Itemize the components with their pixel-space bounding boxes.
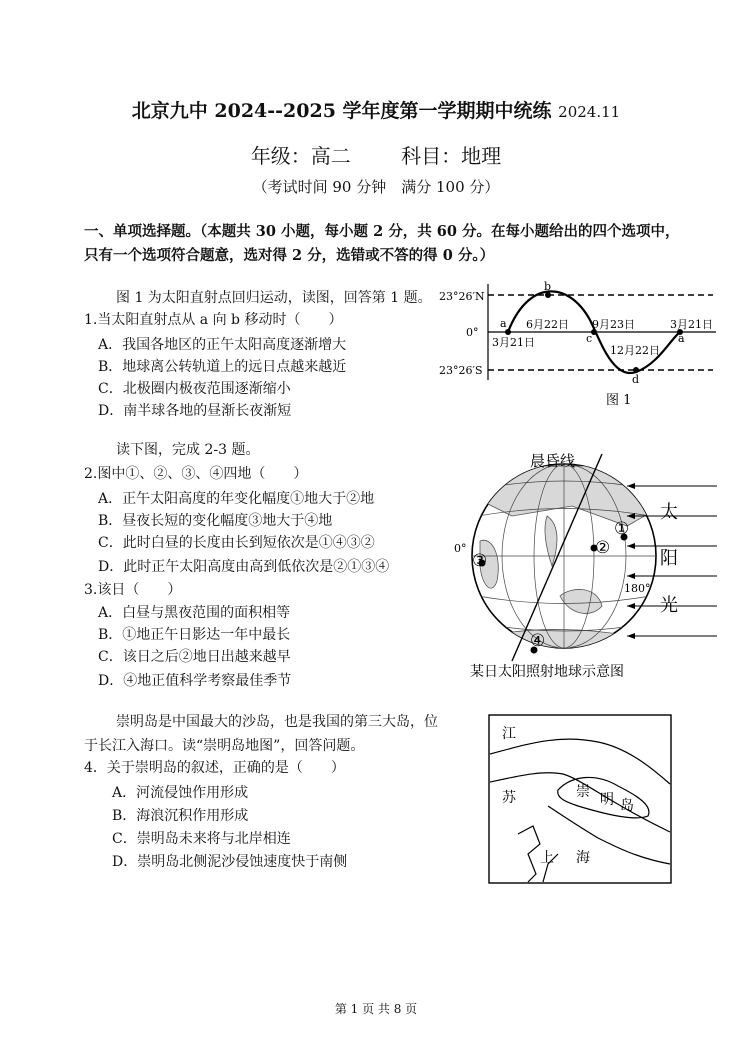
lat-s-label: 23°26′S	[439, 364, 483, 377]
sun-label-1: 太	[660, 502, 678, 523]
map-label-hai: 海	[576, 850, 590, 866]
q2-option-d[interactable]: D．此时正午太阳高度由高到低依次是②①③④	[98, 559, 390, 575]
q4-stem: 4．关于崇明岛的叙述，正确的是（ ）	[84, 760, 345, 776]
map-label-su: 苏	[502, 790, 516, 806]
q3-option-a[interactable]: A．白昼与黑夜范围的面积相等	[98, 605, 291, 621]
date-mar21: 3月21日	[492, 336, 535, 349]
point-1-label: ①	[614, 519, 630, 539]
q4-intro-line2: 于长江入海口。读“崇明岛地图”，回答问题。	[84, 738, 365, 754]
point-4-label: ④	[530, 631, 546, 651]
section-heading: 一、单项选择题。（本题共 30 小题，每小题 2 分，共 60 分。在每小题给出的四个选项中，只有一个选项符合题意，选对得 2 分，选错或不答的得 0 分。）	[84, 223, 680, 264]
q3-option-b[interactable]: B．①地正午日影达一年中最长	[98, 627, 291, 643]
q1-option-c[interactable]: C．北极圈内极夜范围逐渐缩小	[98, 381, 291, 397]
map-label-shang: 上	[540, 850, 554, 866]
page-title	[0, 96, 752, 123]
lon-0-label: 0°	[454, 542, 467, 555]
q1-option-b[interactable]: B．地球离公转轨道上的远日点越来越近	[98, 359, 347, 375]
figure-2-globe	[452, 446, 722, 684]
map-label-jiang: 江	[502, 726, 516, 742]
label-b: b	[544, 280, 552, 293]
q4-option-c[interactable]: C．崇明岛未来将与北岸相连	[112, 831, 291, 847]
grade-label: 年级：高二	[250, 144, 351, 168]
terminator-label: 晨昏线	[530, 452, 576, 470]
q2-stem: 2.图中①、②、③、④四地（ ）	[84, 466, 308, 482]
date-mar21b: 3月21日	[670, 318, 713, 331]
label-a: a	[500, 317, 507, 330]
point-2-label: ②	[595, 538, 611, 558]
q1-stem: 1.当太阳直射点从 a 向 b 移动时（ ）	[84, 312, 343, 328]
q4-option-d[interactable]: D．崇明岛北侧泥沙侵蚀速度快于南侧	[112, 854, 348, 870]
date-jun22: 6月22日	[526, 318, 569, 331]
q1-option-d[interactable]: D．南半球各地的昼渐长夜渐短	[98, 403, 292, 419]
sun-label-2: 阳	[660, 548, 678, 569]
figure-1-sun-migration	[438, 280, 718, 412]
lat-0-label: 0°	[466, 326, 479, 339]
page-number: 第 1 页 共 8 页	[334, 1002, 418, 1016]
q4-intro-line1: 崇明岛是中国最大的沙岛，也是我国的第三大岛，位	[116, 714, 438, 730]
q3-option-d[interactable]: D．④地正值科学考察最佳季节	[98, 673, 292, 689]
figure-2-caption: 某日太阳照射地球示意图	[470, 664, 624, 680]
date-sep23: 9月23日	[592, 318, 635, 331]
q1-option-a[interactable]: A．我国各地区的正午太阳高度逐渐增大	[98, 337, 347, 353]
label-a2: a	[678, 332, 685, 345]
q4-option-a[interactable]: A．河流侵蚀作用形成	[112, 785, 249, 801]
exam-date: 2024.11	[558, 103, 621, 121]
q23-intro: 读下图，完成 2-3 题。	[116, 442, 260, 458]
point-3-label: ③	[472, 551, 488, 571]
map-label-ming: 明	[600, 792, 614, 808]
map-label-chong: 崇	[576, 784, 590, 800]
exam-title: 北京九中 2024--2025 学年度第一学期期中统练	[131, 100, 552, 122]
figure-1-caption: 图 1	[606, 393, 632, 408]
exam-info: （考试时间 90 分钟 满分 100 分）	[252, 178, 500, 196]
label-c: c	[586, 332, 593, 345]
q2-option-c[interactable]: C．此时白昼的长度由长到短依次是①④③②	[98, 535, 375, 551]
q3-stem: 3.该日（ ）	[84, 582, 182, 598]
grade-subject-line	[0, 140, 752, 169]
figure-3-chongming-map	[488, 714, 672, 884]
q2-option-b[interactable]: B．昼夜长短的变化幅度③地大于④地	[98, 513, 333, 529]
sun-label-3: 光	[660, 595, 678, 616]
q3-option-c[interactable]: C．该日之后②地日出越来越早	[98, 649, 291, 665]
date-dec22: 12月22日	[610, 344, 660, 357]
subject-label: 科目：地理	[401, 144, 502, 168]
lat-n-label: 23°26′N	[439, 290, 485, 303]
q2-option-a[interactable]: A．正午太阳高度的年变化幅度①地大于②地	[98, 491, 375, 507]
lon-180-label: 180°	[624, 582, 651, 595]
label-d: d	[632, 373, 640, 386]
q4-option-b[interactable]: B．海浪沉积作用形成	[112, 808, 249, 824]
q1-intro: 图 1 为太阳直射点回归运动，读图，回答第 1 题。	[116, 290, 432, 306]
map-label-dao: 岛	[620, 798, 634, 814]
